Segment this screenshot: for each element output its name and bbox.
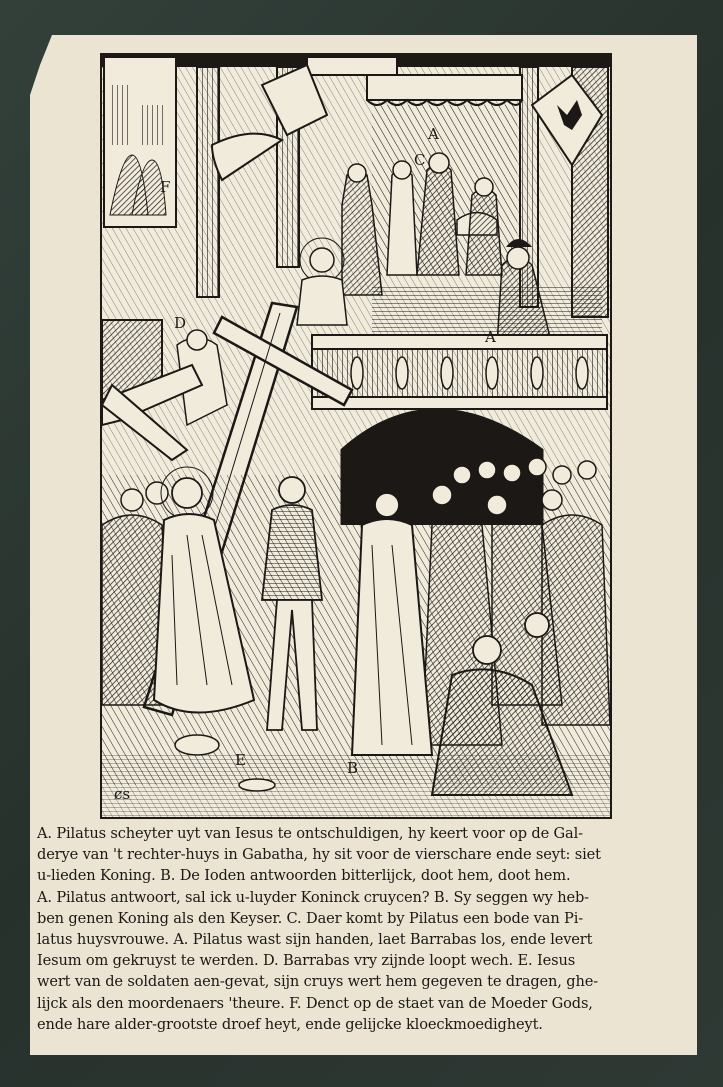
caption-line: Iesum om gekruyst te werden. D. Barrabas vry zijnde loopt wech. E. Iesus [37,952,576,970]
woodcut-plate [100,53,612,819]
plate-letter-f: F [160,178,171,196]
caption-line: wert van de soldaten aen-gevat, sijn cruys wert hem gegeven te dragen, ghe- [37,973,598,991]
caption-line: lijck als den moordenaers 'theure. F. Denct op de staet van de Moeder Gods, [37,994,593,1012]
plate-letter-b-lower: B [347,759,359,777]
caption-text [37,823,687,1035]
woodcut-illustration [102,55,610,817]
caption-line: u-lieden Koning. B. De Ioden antwoorden bitterlijck, doot hem, doot hem. [37,867,571,885]
plate-letter-e: E [235,751,246,769]
plate-letter-b-arch: B [458,429,470,447]
plate-letter-d: D [174,314,187,332]
plate-letter-a-lower: A [485,328,496,346]
caption-line: latus huysvrouwe. A. Pilatus wast sijn handen, laet Barrabas los, ende levert [37,931,593,949]
caption-line: derye van 't rechter-huys in Gabatha, hy sit voor de vierschare ende seyt: siet [37,846,601,864]
caption-line: ende hare alder-grootste droef heyt, ende gelijcke kloeckmoedigheyt. [37,1015,543,1033]
caption-line: A. Pilatus antwoort, sal ick u-luyder Koninck cruycen? B. Sy seggen wy heb- [37,888,589,906]
caption-line: A. Pilatus scheyter uyt van Iesus te ontschuldigen, hy keert voor op de Gal- [37,825,583,842]
artist-monogram: ȼs [114,785,131,803]
plate-letter-a-upper: A [428,125,439,143]
caption-line: ben genen Koning als den Keyser. C. Daer komt by Pilatus een bode van Pi- [37,909,584,927]
plate-letter-c: C [414,151,426,169]
